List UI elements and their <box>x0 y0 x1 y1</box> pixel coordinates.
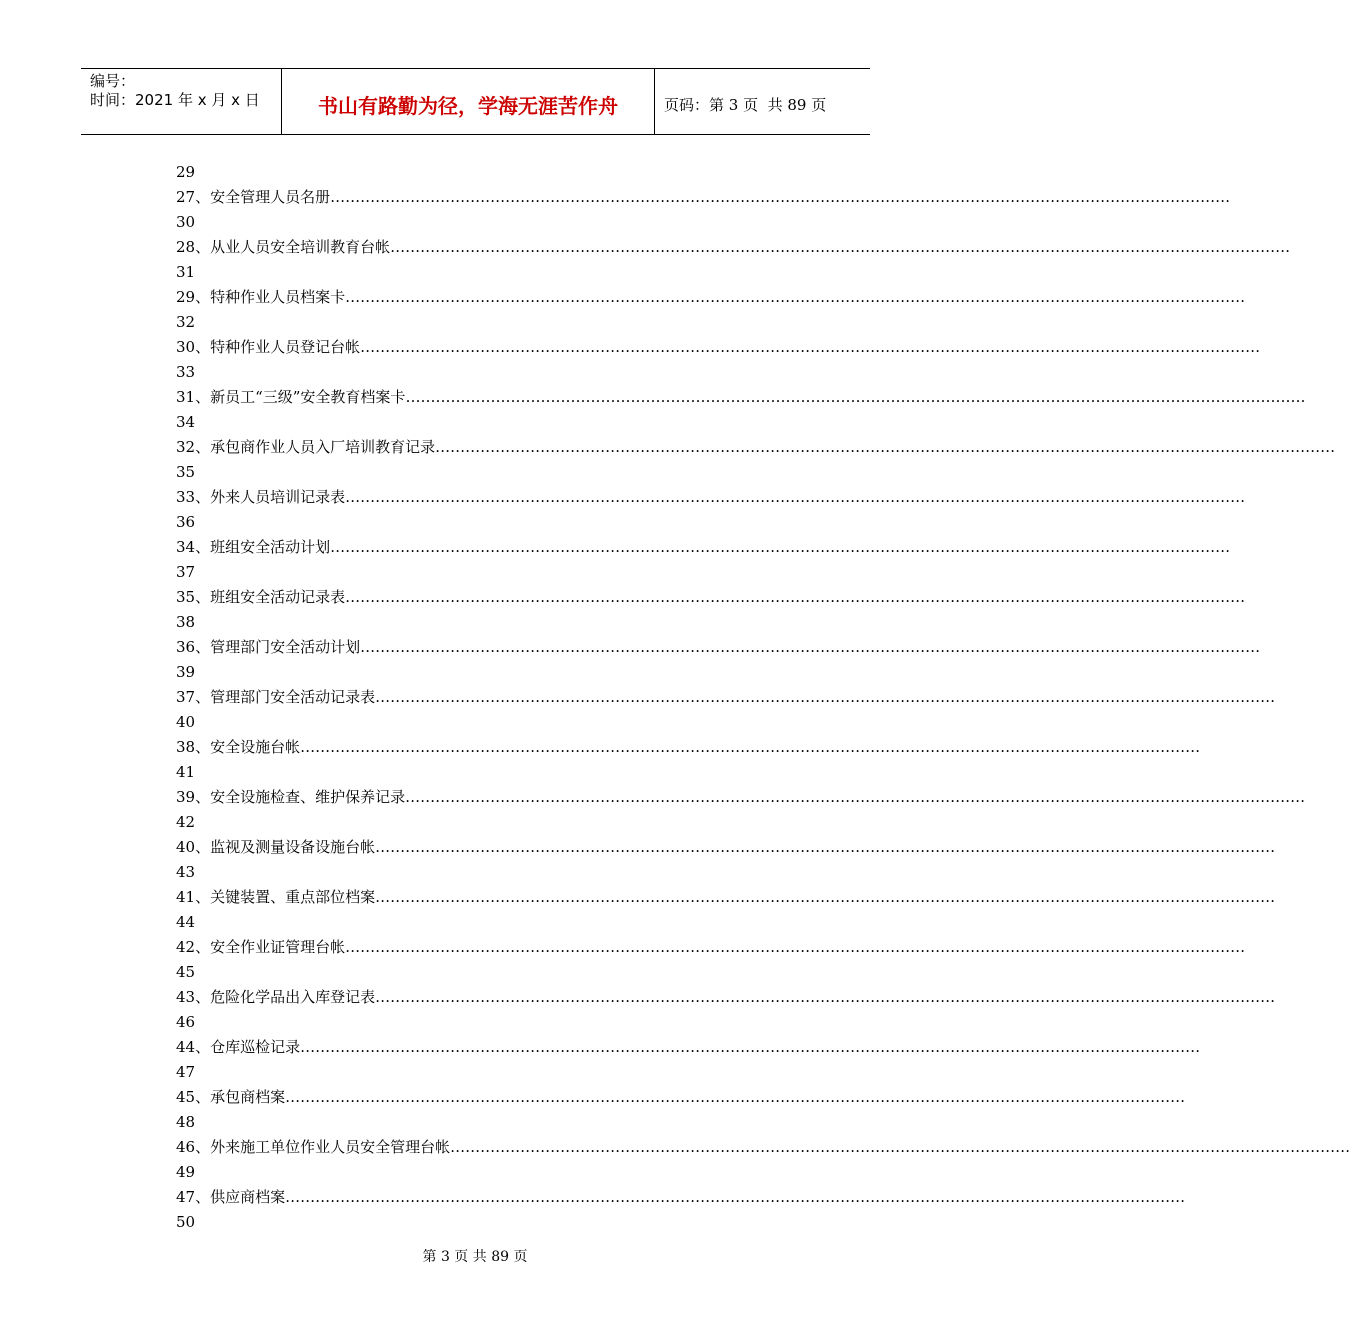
toc-entry-title: 43、危险化学品出入库登记表 <box>176 988 376 1006</box>
toc-entry[interactable] <box>176 235 1291 260</box>
toc-entry[interactable] <box>176 385 1306 410</box>
toc-entry[interactable] <box>176 585 1246 610</box>
toc-leader-dots: ……………………………………………………………………………………………………………………………………………………………… <box>345 288 1246 306</box>
toc-entry[interactable] <box>176 485 1246 510</box>
toc-page-number: 41 <box>176 763 196 781</box>
toc-entry-title: 41、关键装置、重点部位档案 <box>176 888 376 906</box>
table-of-contents <box>176 160 1350 1235</box>
toc-entry-title: 40、监视及测量设备设施台帐 <box>176 838 376 856</box>
toc-leader-dots: ……………………………………………………………………………………………………………………………………………………………… <box>375 688 1276 706</box>
toc-entry[interactable] <box>176 785 1306 810</box>
toc-entry[interactable] <box>176 885 1276 910</box>
toc-leader-dots: ……………………………………………………………………………………………………………………………………………………………… <box>405 388 1306 406</box>
toc-leader-dots: ……………………………………………………………………………………………………………………………………………………………… <box>375 988 1276 1006</box>
header-motto: 书山有路勤为径，学海无涯苦作舟 <box>282 69 655 134</box>
toc-entry[interactable] <box>176 335 1261 360</box>
toc-entry[interactable] <box>176 1185 1186 1210</box>
toc-entry[interactable] <box>176 1085 1186 1110</box>
header-meta <box>81 69 282 134</box>
toc-leader-dots: ……………………………………………………………………………………………………………………………………………………………… <box>345 488 1246 506</box>
toc-page-number: 29 <box>176 163 196 181</box>
toc-entry[interactable] <box>176 635 1261 660</box>
toc-page-number: 43 <box>176 863 196 881</box>
toc-leader-dots: ……………………………………………………………………………………………………………………………………………………………… <box>375 838 1276 856</box>
toc-leader-dots: ……………………………………………………………………………………………………………………………………………………………… <box>300 1038 1201 1056</box>
toc-entry-title: 34、班组安全活动计划 <box>176 538 331 556</box>
toc-entry-title: 29、特种作业人员档案卡 <box>176 288 346 306</box>
toc-page-number: 40 <box>176 713 196 731</box>
toc-page-number: 46 <box>176 1013 196 1031</box>
toc-page-number: 31 <box>176 263 196 281</box>
toc-page-number: 50 <box>176 1213 196 1231</box>
toc-entry-title: 35、班组安全活动记录表 <box>176 588 346 606</box>
toc-entry[interactable] <box>176 685 1276 710</box>
toc-page-number: 37 <box>176 563 196 581</box>
toc-leader-dots: ……………………………………………………………………………………………………………………………………………………………… <box>285 1088 1186 1106</box>
toc-entry-title: 31、新员工“三级”安全教育档案卡 <box>176 388 406 406</box>
toc-entry-title: 27、安全管理人员名册 <box>176 188 331 206</box>
toc-entry-title: 36、管理部门安全活动计划 <box>176 638 361 656</box>
toc-entry-title: 33、外来人员培训记录表 <box>176 488 346 506</box>
toc-entry-title: 38、安全设施台帐 <box>176 738 301 756</box>
toc-entry[interactable] <box>176 985 1276 1010</box>
toc-entry[interactable] <box>176 185 1231 210</box>
toc-page-number: 35 <box>176 463 196 481</box>
toc-entry[interactable] <box>176 735 1201 760</box>
toc-page-number: 48 <box>176 1113 196 1131</box>
toc-entry-title: 28、从业人员安全培训教育台帐 <box>176 238 391 256</box>
toc-page-number: 42 <box>176 813 196 831</box>
toc-leader-dots: ……………………………………………………………………………………………………………………………………………………………… <box>450 1138 1350 1156</box>
toc-leader-dots: ……………………………………………………………………………………………………………………………………………………………… <box>375 888 1276 906</box>
toc-entry[interactable] <box>176 835 1276 860</box>
page-header <box>81 68 870 135</box>
header-page-info: 页码：第 3 页 共 89 页 <box>664 96 827 114</box>
document-number-label: 编号： <box>90 72 136 90</box>
toc-leader-dots: ……………………………………………………………………………………………………………………………………………………………… <box>435 438 1336 456</box>
page-footer: 第 3 页 共 89 页 <box>422 1249 528 1265</box>
toc-page-number: 44 <box>176 913 196 931</box>
toc-entry-title: 37、管理部门安全活动记录表 <box>176 688 376 706</box>
toc-entry[interactable] <box>176 535 1231 560</box>
toc-page-number: 49 <box>176 1163 196 1181</box>
toc-entry-title: 44、仓库巡检记录 <box>176 1038 301 1056</box>
toc-page-number: 39 <box>176 663 196 681</box>
toc-leader-dots: ……………………………………………………………………………………………………………………………………………………………… <box>390 238 1291 256</box>
toc-page-number: 30 <box>176 213 196 231</box>
toc-leader-dots: ……………………………………………………………………………………………………………………………………………………………… <box>345 588 1246 606</box>
toc-entry[interactable] <box>176 1035 1201 1060</box>
toc-entry-title: 42、安全作业证管理台帐 <box>176 938 346 956</box>
toc-leader-dots: ……………………………………………………………………………………………………………………………………………………………… <box>345 938 1246 956</box>
toc-page-number: 32 <box>176 313 196 331</box>
toc-entry-title: 32、承包商作业人员入厂培训教育记录 <box>176 438 436 456</box>
toc-entry[interactable] <box>176 435 1336 460</box>
toc-entry-title: 46、外来施工单位作业人员安全管理台帐 <box>176 1138 451 1156</box>
document-time-label: 时间：2021 年 x 月 x 日 <box>90 91 260 109</box>
toc-leader-dots: ……………………………………………………………………………………………………………………………………………………………… <box>405 788 1306 806</box>
toc-page-number: 33 <box>176 363 196 381</box>
toc-entry-title: 45、承包商档案 <box>176 1088 286 1106</box>
toc-page-number: 45 <box>176 963 196 981</box>
toc-leader-dots: ……………………………………………………………………………………………………………………………………………………………… <box>360 638 1261 656</box>
toc-leader-dots: ……………………………………………………………………………………………………………………………………………………………… <box>300 738 1201 756</box>
toc-leader-dots: ……………………………………………………………………………………………………………………………………………………………… <box>330 188 1231 206</box>
toc-entry-title: 39、安全设施检查、维护保养记录 <box>176 788 406 806</box>
toc-entry[interactable] <box>176 935 1246 960</box>
toc-entry-title: 47、供应商档案 <box>176 1188 286 1206</box>
toc-page-number: 47 <box>176 1063 196 1081</box>
toc-entry[interactable] <box>176 285 1246 310</box>
toc-entry[interactable] <box>176 1135 1350 1160</box>
toc-leader-dots: ……………………………………………………………………………………………………………………………………………………………… <box>330 538 1231 556</box>
toc-leader-dots: ……………………………………………………………………………………………………………………………………………………………… <box>360 338 1261 356</box>
toc-page-number: 34 <box>176 413 196 431</box>
toc-page-number: 36 <box>176 513 196 531</box>
toc-leader-dots: ……………………………………………………………………………………………………………………………………………………………… <box>285 1188 1186 1206</box>
toc-page-number: 38 <box>176 613 196 631</box>
toc-entry-title: 30、特种作业人员登记台帐 <box>176 338 361 356</box>
